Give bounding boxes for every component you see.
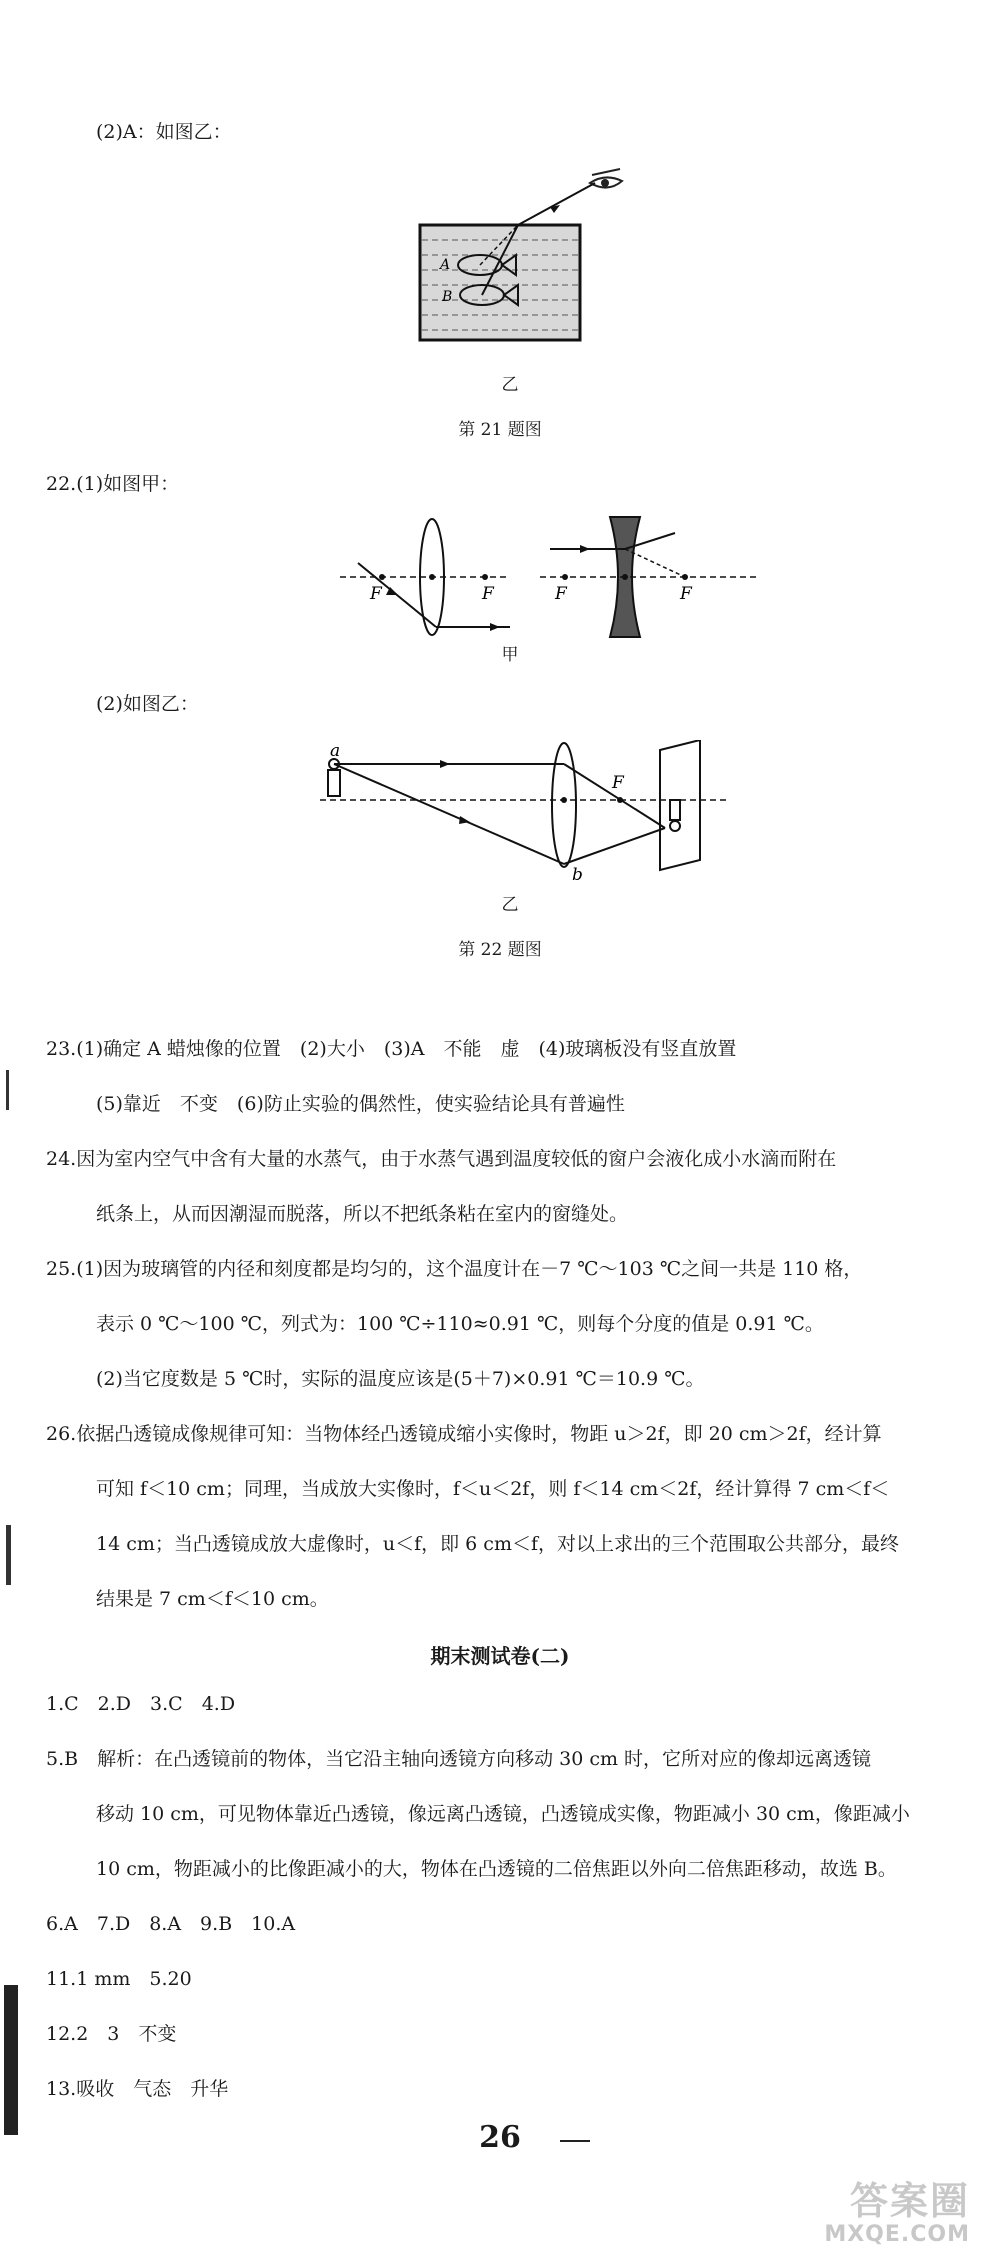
focus-label-concave-left: F bbox=[555, 584, 567, 604]
q21-figure bbox=[400, 165, 640, 365]
q22-figure-jia bbox=[340, 515, 760, 645]
section-answer-line: 12.2 3 不变 bbox=[46, 2023, 177, 2045]
q21-caption: 第 21 题图 bbox=[458, 420, 542, 440]
answer-line: 纸条上，从而因潮湿而脱落，所以不把纸条粘在室内的窗缝处。 bbox=[96, 1203, 629, 1225]
q22-part1-label: 22.(1)如图甲： bbox=[46, 473, 180, 495]
convex-lens-2 bbox=[552, 743, 576, 867]
answer-line: 24.因为室内空气中含有大量的水蒸气，由于水蒸气遇到温度较低的窗户会液化成小水滴而附在 bbox=[46, 1148, 837, 1170]
answer-line: (2)当它度数是 5 ℃时，实际的温度应该是(5＋7)×0.91 ℃＝10.9 ℃。 bbox=[96, 1368, 705, 1390]
watermark-url: MXQE.COM bbox=[824, 2222, 970, 2247]
page-number: 26 bbox=[479, 2120, 521, 2155]
q21-figure-label: 乙 bbox=[501, 375, 519, 395]
point-a-label: a bbox=[330, 741, 341, 761]
q21-part2-label: (2)A：如图乙： bbox=[96, 121, 232, 143]
eye-icon bbox=[590, 169, 622, 188]
answer-line: 25.(1)因为玻璃管的内径和刻度都是均匀的，这个温度计在－7 ℃～103 ℃之间一共是 110 格， bbox=[46, 1258, 863, 1280]
page-number-dash bbox=[560, 2140, 590, 2142]
focus-label-concave-right: F bbox=[680, 584, 692, 604]
section-answer-line: 6.A 7.D 8.A 9.B 10.A bbox=[46, 1913, 296, 1935]
section-answer-line: 13.吸收 气态 升华 bbox=[46, 2078, 229, 2100]
section-answer-line: 1.C 2.D 3.C 4.D bbox=[46, 1693, 236, 1715]
focus-label-left: F bbox=[370, 584, 382, 604]
answer-line: (5)靠近 不变 (6)防止实验的偶然性，使实验结论具有普遍性 bbox=[96, 1093, 625, 1115]
focus-label-right: F bbox=[482, 584, 494, 604]
answer-line: 14 cm；当凸透镜成放大虚像时，u＜f，即 6 cm＜f，对以上求出的三个范围取公共部分，最终 bbox=[96, 1533, 900, 1555]
point-b-label: b bbox=[572, 865, 583, 885]
section-answer-line: 移动 10 cm，可见物体靠近凸透镜，像远离凸透镜，凸透镜成实像，物距减小 30 cm，像距减小 bbox=[96, 1803, 910, 1825]
q22-figure-jia-label: 甲 bbox=[501, 645, 519, 665]
q22-caption: 第 22 题图 bbox=[458, 940, 542, 960]
fish-label-b: B bbox=[442, 289, 453, 305]
section-answer-line: 11.1 mm 5.20 bbox=[46, 1968, 192, 1990]
section-answer-line: 10 cm，物距减小的比像距减小的大，物体在凸透镜的二倍焦距以外向二倍焦距移动，故选 B。 bbox=[96, 1858, 897, 1880]
water-tank bbox=[420, 225, 580, 340]
scan-edge-mark bbox=[6, 1070, 9, 1110]
section-title: 期末测试卷(二) bbox=[430, 1644, 570, 1668]
answer-line: 26.依据凸透镜成像规律可知：当物体经凸透镜成缩小实像时，物距 u＞2f，即 20 cm＞2f，经计算 bbox=[46, 1423, 882, 1445]
fish-label-a: A bbox=[440, 257, 451, 273]
q22-part2-label: (2)如图乙： bbox=[96, 693, 199, 715]
answer-line: 结果是 7 cm＜f＜10 cm。 bbox=[96, 1588, 329, 1610]
scan-edge-mark bbox=[6, 1525, 11, 1585]
q22-figure-yi-label: 乙 bbox=[501, 895, 519, 915]
section-answer-line: 5.B 解析：在凸透镜前的物体，当它沿主轴向透镜方向移动 30 cm 时，它所对应的像却远离透镜 bbox=[46, 1748, 872, 1770]
watermark-logo: 答案圈 bbox=[849, 2179, 970, 2223]
focus-label-yi: F bbox=[612, 773, 624, 793]
answer-line: 23.(1)确定 A 蜡烛像的位置 (2)大小 (3)A 不能 虚 (4)玻璃板没有竖直放置 bbox=[46, 1038, 737, 1060]
scan-edge-mark bbox=[4, 1985, 18, 2135]
answer-line: 可知 f＜10 cm；同理，当成放大实像时，f＜u＜2f，则 f＜14 cm＜2f，经计算得 7 cm＜f＜ bbox=[96, 1478, 890, 1500]
candle-icon bbox=[328, 770, 340, 796]
answer-line: 表示 0 ℃～100 ℃，列式为：100 ℃÷110≈0.91 ℃，则每个分度的值是 0.91 ℃。 bbox=[96, 1313, 824, 1335]
q22-figure-yi bbox=[320, 740, 740, 885]
